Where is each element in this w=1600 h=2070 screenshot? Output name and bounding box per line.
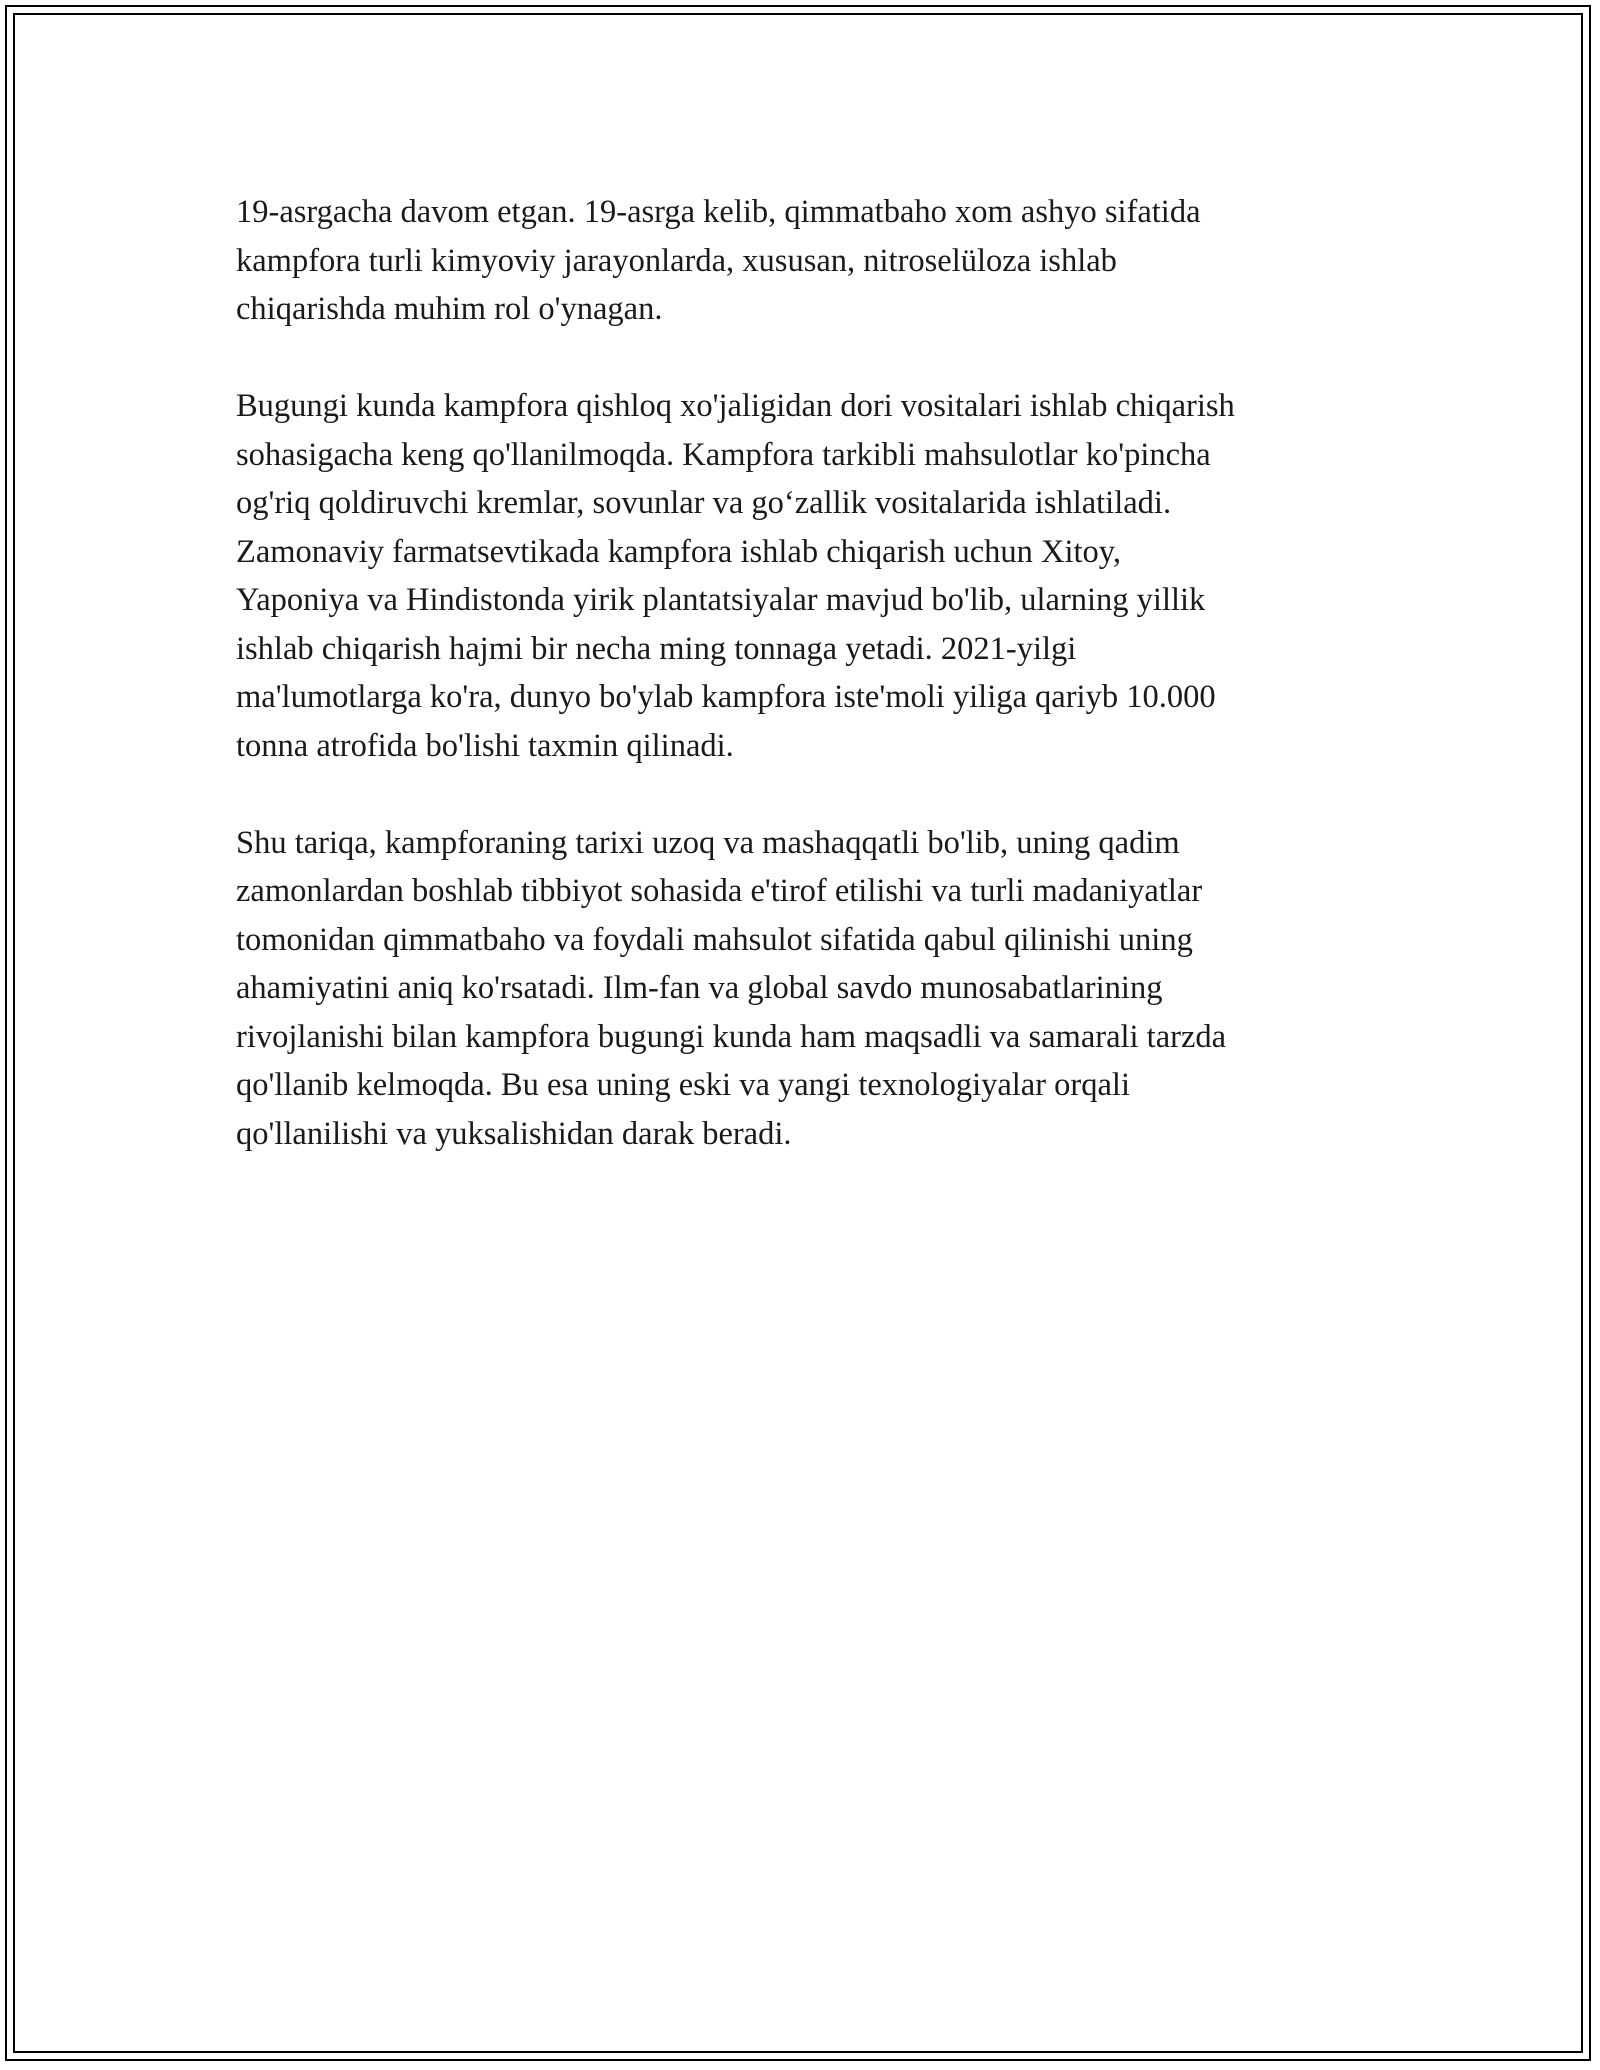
paragraph-1: 19-asrgacha davom etgan. 19-asrga kelib, qimmatbaho xom ashyo sifatida kampfora turli kimyoviy jarayonlarda, xususan, nitroselüloza ishlab chiqarishda muhim rol o'ynagan. <box>236 194 1201 327</box>
document-body <box>236 188 1366 1207</box>
paragraph-3: Shu tariqa, kampforaning tarixi uzoq va mashaqqatli bo'lib, uning qadim zamonlardan boshlab tibbiyot sohasida e'tirof etilishi va turli madaniyatlar tomonidan qimmatbaho va foydali mahsulot sifatida qabul qilinishi uning ahamiyatini aniq ko'rsatadi. Ilm-fan va global savdo munosabatlarining rivojlanishi bilan kampfora bugungi kunda ham maqsadli va samarali tarzda qo'llanib kelmoqda. Bu esa uning eski va yangi texnologiyalar orqali qo'llanilishi va yuksalishidan darak beradi. <box>236 824 1227 1152</box>
paragraph-2: Bugungi kunda kampfora qishloq xo'jaligidan dori vositalari ishlab chiqarish sohasigacha keng qo'llanilmoqda. Kampfora tarkibli mahsulotlar ko'pincha og'riq qoldiruvchi kremlar, sovunlar va go‘zallik vositalarida ishlatiladi. Zamonaviy farmatsevtikada kampfora ishlab chiqarish uchun Xitoy, Yaponiya va Hindistonda yirik plantatsiyalar mavjud bo'lib, ularning yillik ishlab chiqarish hajmi bir necha ming tonnaga yetadi. 2021-yilgi ma'lumotlarga ko'ra, dunyo bo'ylab kampfora iste'moli yiliga qariyb 10.000 tonna atrofida bo'lishi taxmin qilinadi. <box>236 388 1235 764</box>
